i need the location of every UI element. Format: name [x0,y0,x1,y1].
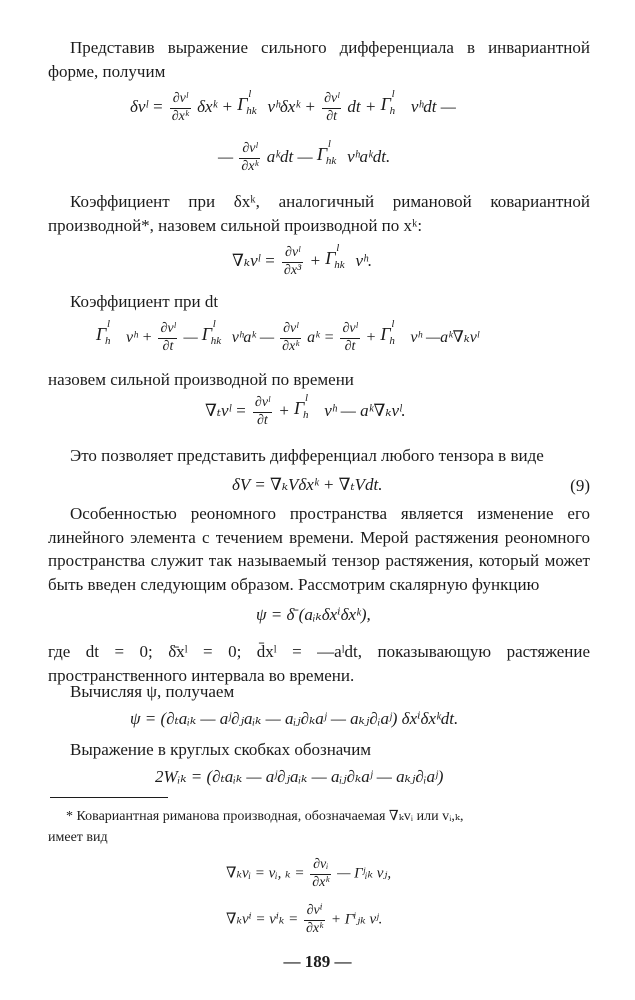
christoffel-symbol: Γ l h [380,88,396,118]
equation-psi: ψ = (∂ₜaᵢₖ — aʲ∂ⱼaᵢₖ — aᵢⱼ∂ₖaʲ — aₖⱼ∂ᵢaʲ) δxⁱδxᵏdt. [130,709,459,728]
paragraph-6: Особенностью реономного пространства является изменение его линейного элемента с течением времени. Мерой растяжения реономного пространства служит так называемый тензор растяжения, который может быть введен следующим образом. Рассмотрим скалярную функцию [48,504,590,594]
paragraph-4: назовем сильной производной по времени [48,370,354,389]
footnote-line-1: * Ковариантная риманова производная, обозначаемая ∇ₖvᵢ или vᵢ,ₖ, [66,809,464,824]
footnote-divider [50,797,168,798]
fraction-dv-dt: $\frac{\text{∂vˡ}}{\partial t}$ [160,321,176,354]
eq1-lhs: δvˡ = [130,97,164,117]
footnote-line-2: имеет вид [48,830,108,845]
equation-strong-differential-line-2: — $\frac{\text{∂vˡ}}{\text{∂xᵏ}}$ aᵏdt — Γ l hk vʰaᵏdt. [218,138,391,174]
paragraph-5: Это позволяет представить дифференциал любого тензора в виде [70,446,544,465]
equation-number: (9) [570,476,590,495]
fraction-dv-dxk: $\frac{\text{∂vˡ}}{\text{∂xᵏ}}$ [282,321,300,354]
equation-strong-differential-line-1: δvˡ = $\frac{\text{∂vˡ}}{\text{∂xᵏ}}$ δxᵏ + Γ l hk vʰδxᵏ + $\frac{\text{∂vˡ}}{\partial t}$ dt + Γ l h vʰdt — [130,88,456,124]
footnote-equation-covariant-upper: ∇ₖvⁱ = vⁱₖ = $\frac{\text{∂vⁱ}}{\text{∂xᵏ}}$ + Γⁱⱼₖ vʲ. [226,903,383,936]
fraction-dvi-dxk: $\frac{\text{∂vⁱ}}{\text{∂xᵏ}}$ [306,903,324,936]
christoffel-symbol: Γ l hk [237,88,257,118]
fraction-dv-dt: $\frac{\text{∂vˡ}}{\partial t}$ [324,91,340,124]
christoffel-symbol: Γ l hk [325,242,345,272]
paragraph-1: Представив выражение сильного дифференциала в инвариантной форме, получим [48,38,590,81]
fraction-dv-dxk: $\frac{\text{∂vˡ}}{\text{∂xᵏ}}$ [241,141,259,174]
paragraph-7: где dt = 0; δ̄xˡ = 0; d̄xˡ = —aˡdt, показывающую растяжение пространственного интервала во времени. [48,642,590,685]
christoffel-symbol: Γ l h [380,317,395,347]
equation-strong-derivative-space: ∇ₖvˡ = $\frac{\text{∂vˡ}}{\text{∂x³}}$ + Γ l hk vʰ. [232,242,373,278]
fraction-dv-dt: $\frac{\text{∂vˡ}}{\partial t}$ [342,321,358,354]
equation-coefficient-dt: Γ l h vʰ + $\frac{\text{∂vˡ}}{\partial t}$ — Γ l hk vʰaᵏ — $\frac{\text{∂vˡ}}{\text{∂xᵏ}}$ aᵏ = $\frac{\text{∂vˡ}}{\partial t}$ + Γ l h vʰ —aᵏ∇ₖvˡ [96,317,479,354]
fraction-dv-dx: $\frac{\text{∂vˡ}}{\text{∂x³}}$ [283,245,302,278]
page-number: — 189 — [283,952,352,971]
paragraph-9: Выражение в круглых скобках обозначим [70,740,372,759]
fraction-dv-dt: $\frac{\text{∂vˡ}}{\partial t}$ [254,395,270,428]
christoffel-symbol: Γ l h [96,317,111,347]
fraction-dv-dxk: $\frac{\text{∂vˡ}}{\text{∂xᵏ}}$ [171,91,189,124]
paragraph-3: Коэффициент при dt [70,292,219,311]
equation-scalar-function: ψ = δ̄ (aᵢₖδxⁱδxᵏ), [256,605,371,624]
christoffel-symbol: Γ l hk [201,317,222,347]
footnote-equation-covariant-lower: ∇ₖvᵢ = vᵢ, ₖ = $\frac{\text{∂vᵢ}}{\text{∂xᵏ}}$ — Γʲᵢₖ vⱼ, [226,857,392,890]
equation-stretch-tensor: 2Wᵢₖ = (∂ₜaᵢₖ — aʲ∂ⱼaᵢₖ — aᵢⱼ∂ₖaʲ — aₖⱼ∂ᵢaʲ) [155,767,444,786]
paragraph-8: Вычисляя ψ, получаем [70,682,235,701]
paragraph-2: Коэффициент при δxᵏ, аналогичный римановой ковариантной производной*, назовем сильной производной по xᵏ: [48,192,590,235]
equation-strong-derivative-time: ∇ₜvˡ = $\frac{\text{∂vˡ}}{\partial t}$ + Γ l h vʰ — aᵏ∇ₖvˡ. [205,392,406,428]
fraction-dvi-dxk: $\frac{\text{∂vᵢ}}{\text{∂xᵏ}}$ [312,857,330,890]
equation-tensor-differential: δV = ∇ₖVδxᵏ + ∇ₜVdt. [232,475,383,494]
christoffel-symbol: Γ l hk [316,138,337,168]
christoffel-symbol: Γ l h [293,392,309,422]
